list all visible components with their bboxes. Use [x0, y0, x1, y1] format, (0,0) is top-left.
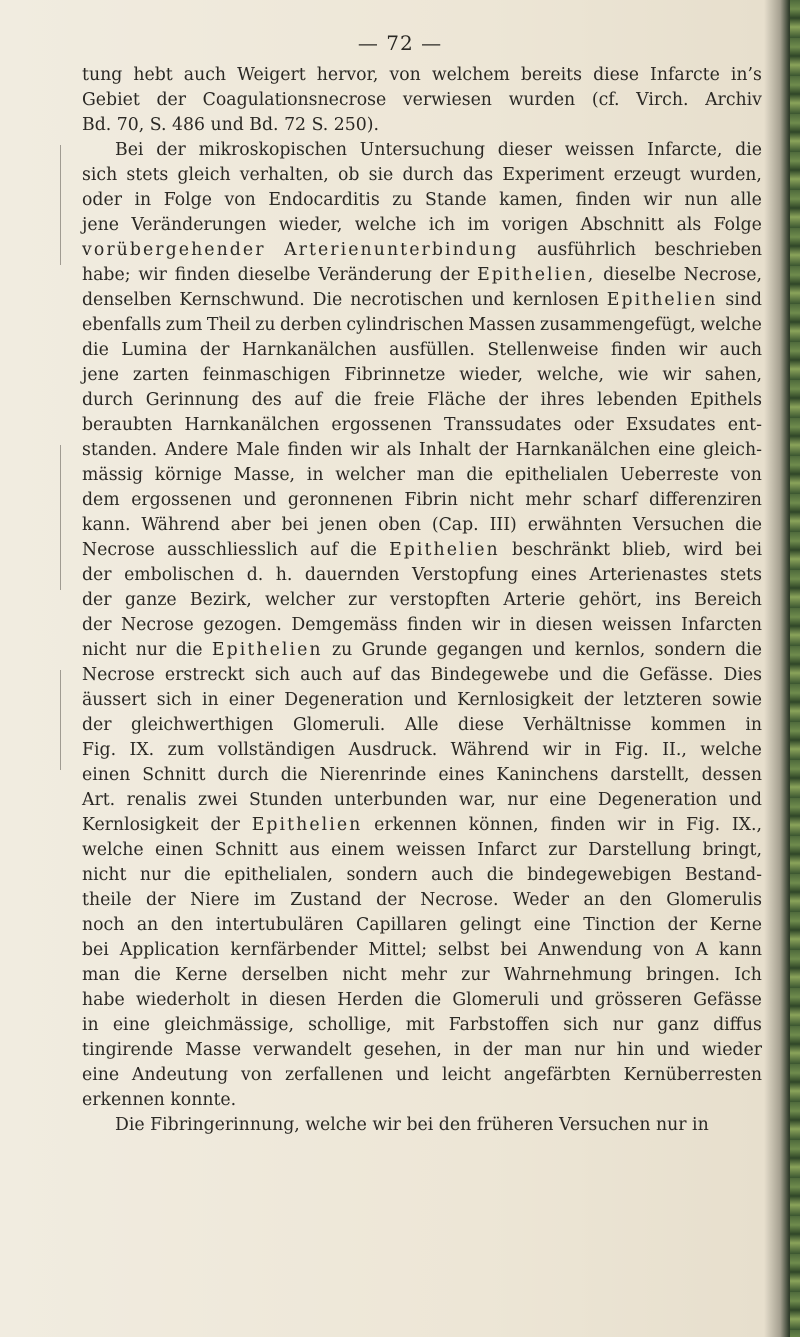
text-line: einen Schnitt durch die Nierenrinde eines Kaninchens darstellt, dessen — [82, 765, 762, 785]
text-line: Necrose erstreckt sich auch auf das Bindegewebe und die Gefässe. Dies — [82, 665, 762, 685]
text-line: bei Application kernfärbender Mittel; selbst bei Anwendung von A kann — [82, 940, 762, 960]
text-line: vorübergehender Arterienunterbindung ausführlich beschrieben — [82, 240, 762, 260]
text-line: nicht nur die Epithelien zu Grunde gegangen und kernlos, sondern die — [82, 640, 762, 660]
text-line: habe wiederholt in diesen Herden die Glomeruli und grösseren Gefässe — [82, 990, 762, 1010]
text-line: die Lumina der Harnkanälchen ausfüllen. Stellenweise finden wir auch — [82, 340, 762, 360]
text-line: Fig. IX. zum vollständigen Ausdruck. Während wir in Fig. II., welche — [82, 740, 762, 760]
text-line: habe; wir finden dieselbe Veränderung der Epithelien, dieselbe Necrose, — [82, 265, 762, 285]
margin-pencil-mark — [60, 670, 61, 770]
text-line: ebenfalls zum Theil zu derben cylindrischen Massen zusammengefügt, welche — [82, 315, 762, 335]
text-line: äussert sich in einer Degeneration und Kernlosigkeit der letzteren sowie — [82, 690, 762, 710]
body-text — [82, 63, 762, 1138]
text-line: nicht nur die epithelialen, sondern auch die bindegewebigen Bestand- — [82, 865, 762, 885]
text-line: in eine gleichmässige, schollige, mit Farbstoffen sich nur ganz diffus — [82, 1015, 762, 1035]
text-line: theile der Niere im Zustand der Necrose. Weder an den Glomerulis — [82, 890, 762, 910]
text-line: der Necrose gezogen. Demgemäss finden wir in diesen weissen Infarcten — [82, 615, 762, 635]
text-line: oder in Folge von Endocarditis zu Stande kamen, finden wir nun alle — [82, 190, 762, 210]
book-spine-edge — [790, 0, 800, 1337]
text-line: noch an den intertubulären Capillaren gelingt eine Tinction der Kerne — [82, 915, 762, 935]
text-line: welche einen Schnitt aus einem weissen Infarct zur Darstellung bringt, — [82, 840, 762, 860]
page-number: — 72 — — [357, 31, 443, 55]
text-line: Die Fibringerinnung, welche wir bei den früheren Versuchen nur in — [115, 1115, 709, 1135]
text-line: Bei der mikroskopischen Untersuchung dieser weissen Infarcte, die — [115, 140, 762, 160]
text-line: tingirende Masse verwandelt gesehen, in der man nur hin und wieder — [82, 1040, 762, 1060]
text-line: man die Kerne derselben nicht mehr zur Wahrnehmung bringen. Ich — [82, 965, 762, 985]
text-line: durch Gerinnung des auf die freie Fläche der ihres lebenden Epithels — [82, 390, 762, 410]
text-line: beraubten Harnkanälchen ergossenen Transsudates oder Exsudates ent- — [82, 415, 762, 435]
text-line: erkennen konnte. — [82, 1090, 237, 1110]
text-line: sich stets gleich verhalten, ob sie durch das Experiment erzeugt wurden, — [82, 165, 762, 185]
text-line: denselben Kernschwund. Die necrotischen und kernlosen Epithelien sind — [82, 290, 762, 310]
text-line: Art. renalis zwei Stunden unterbunden war, nur eine Degeneration und — [82, 790, 762, 810]
text-line: jene zarten feinmaschigen Fibrinnetze wieder, welche, wie wir sahen, — [82, 365, 762, 385]
text-line: dem ergossenen und geronnenen Fibrin nicht mehr scharf differenziren — [82, 490, 762, 510]
text-line: Necrose ausschliesslich auf die Epithelien beschränkt blieb, wird bei — [82, 540, 762, 560]
text-line: kann. Während aber bei jenen oben (Cap. III) erwähnten Versuchen die — [82, 515, 762, 535]
text-line: eine Andeutung von zerfallenen und leicht angefärbten Kernüberresten — [82, 1065, 762, 1085]
text-line: der ganze Bezirk, welcher zur verstopften Arterie gehört, ins Bereich — [82, 590, 762, 610]
margin-pencil-mark — [60, 445, 61, 590]
text-line: standen. Andere Male finden wir als Inhalt der Harnkanälchen eine gleich- — [82, 440, 762, 460]
text-line: Gebiet der Coagulationsnecrose verwiesen wurden (cf. Virch. Archiv — [82, 90, 762, 110]
text-line: Kernlosigkeit der Epithelien erkennen können, finden wir in Fig. IX., — [82, 815, 762, 835]
text-line: tung hebt auch Weigert hervor, von welchem bereits diese Infarcte in’s — [82, 65, 762, 85]
text-line: der gleichwerthigen Glomeruli. Alle diese Verhältnisse kommen in — [82, 715, 762, 735]
text-line: der embolischen d. h. dauernden Verstopfung eines Arterienastes stets — [82, 565, 762, 585]
text-line: Bd. 70, S. 486 und Bd. 72 S. 250). — [82, 115, 380, 135]
text-line: jene Veränderungen wieder, welche ich im vorigen Abschnitt als Folge — [82, 215, 762, 235]
margin-pencil-mark — [60, 145, 61, 265]
text-line: mässig körnige Masse, in welcher man die epithelialen Ueberreste von — [82, 465, 762, 485]
